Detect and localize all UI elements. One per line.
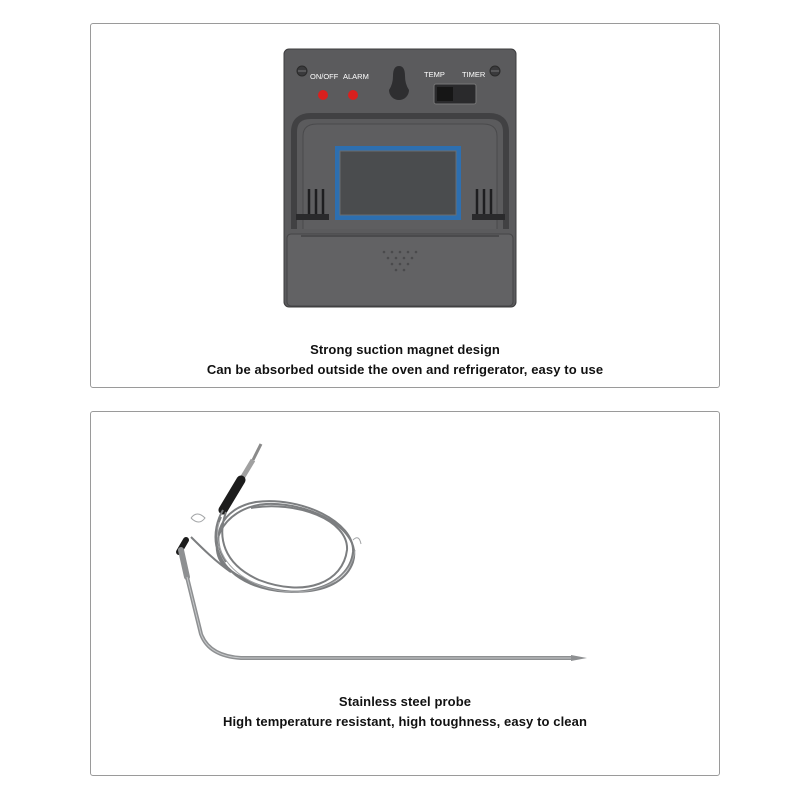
alarm-led: [348, 90, 358, 100]
thermometer-device-image: [91, 24, 719, 387]
product-panel-probe: [90, 411, 720, 776]
lcd-screen: [340, 151, 456, 215]
caption-subtitle: High temperature resistant, high toughness, easy to clean: [222, 714, 587, 729]
onoff-led: [318, 90, 328, 100]
caption-subtitle: Can be absorbed outside the oven and refrigerator, easy to use: [206, 362, 604, 377]
onoff-label: ON/OFF: [310, 72, 339, 81]
caption-title: Strong suction magnet design: [310, 342, 500, 357]
timer-label: TIMER: [462, 70, 486, 79]
alarm-label: ALARM: [343, 72, 369, 81]
caption-title: Stainless steel probe: [338, 694, 472, 709]
temp-label: TEMP: [424, 70, 445, 79]
product-panel-device: [90, 23, 720, 388]
